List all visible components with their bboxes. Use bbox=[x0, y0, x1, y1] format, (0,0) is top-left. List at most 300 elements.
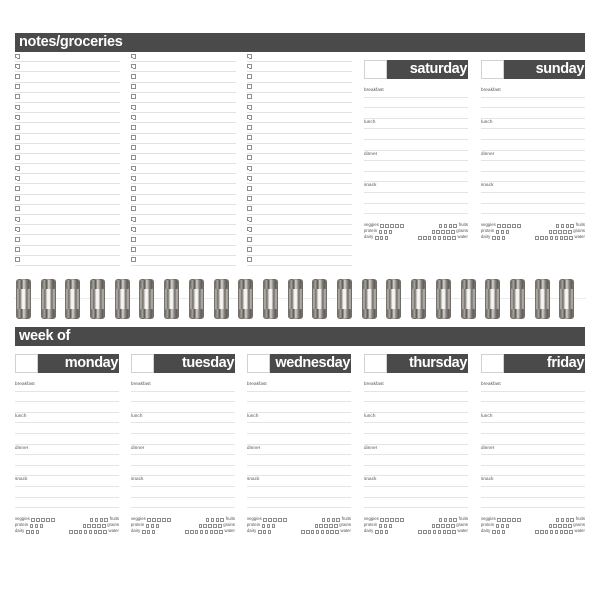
note-row[interactable] bbox=[131, 215, 236, 225]
checkbox-icon[interactable] bbox=[131, 166, 136, 171]
meal-write-line[interactable] bbox=[481, 129, 585, 140]
tracker-checkbox-icon[interactable] bbox=[400, 224, 404, 228]
tracker-checkbox-icon[interactable] bbox=[273, 518, 277, 522]
tracker-checkbox-icon[interactable] bbox=[497, 236, 501, 240]
tracker-checkbox-icon[interactable] bbox=[501, 230, 505, 234]
tracker-checkbox-icon[interactable] bbox=[502, 224, 506, 228]
meal-write-line[interactable] bbox=[131, 392, 235, 403]
meal-write-line[interactable] bbox=[15, 402, 119, 413]
tracker-checkbox-icon[interactable] bbox=[418, 236, 422, 240]
note-row[interactable] bbox=[15, 62, 120, 72]
meal-write-line[interactable] bbox=[131, 413, 235, 424]
meal-write-line[interactable] bbox=[364, 129, 468, 140]
tracker-checkbox-icon[interactable] bbox=[380, 530, 384, 534]
tracker-checkbox-icon[interactable] bbox=[210, 530, 214, 534]
note-row[interactable] bbox=[131, 184, 236, 194]
tracker-checkbox-icon[interactable] bbox=[203, 524, 207, 528]
checkbox-icon[interactable] bbox=[15, 227, 20, 232]
tracker-checkbox-icon[interactable] bbox=[272, 524, 276, 528]
tracker-checkbox-icon[interactable] bbox=[446, 524, 450, 528]
tracker-checkbox-icon[interactable] bbox=[438, 530, 442, 534]
tracker-checkbox-icon[interactable] bbox=[157, 518, 161, 522]
tracker-checkbox-icon[interactable] bbox=[492, 530, 496, 534]
tracker-checkbox-icon[interactable] bbox=[449, 518, 453, 522]
tracker-checkbox-icon[interactable] bbox=[389, 230, 393, 234]
tracker-checkbox-icon[interactable] bbox=[549, 230, 553, 234]
meal-write-line[interactable] bbox=[364, 402, 468, 413]
checkbox-icon[interactable] bbox=[247, 54, 252, 59]
tracker-checkbox-icon[interactable] bbox=[535, 236, 539, 240]
note-row[interactable] bbox=[131, 225, 236, 235]
checkbox-icon[interactable] bbox=[131, 257, 136, 262]
tracker-checkbox-icon[interactable] bbox=[564, 530, 568, 534]
meal-write-line[interactable] bbox=[481, 204, 585, 215]
checkbox-icon[interactable] bbox=[247, 237, 252, 242]
meal-write-line[interactable] bbox=[131, 498, 235, 509]
meal-write-line[interactable] bbox=[15, 487, 119, 498]
note-row[interactable] bbox=[131, 164, 236, 174]
tracker-checkbox-icon[interactable] bbox=[563, 230, 567, 234]
tracker-checkbox-icon[interactable] bbox=[142, 530, 146, 534]
tracker-checkbox-icon[interactable] bbox=[555, 236, 559, 240]
meal-write-line[interactable] bbox=[364, 423, 468, 434]
tracker-checkbox-icon[interactable] bbox=[428, 530, 432, 534]
tracker-checkbox-icon[interactable] bbox=[384, 230, 388, 234]
note-row[interactable] bbox=[247, 205, 352, 215]
note-row[interactable] bbox=[131, 134, 236, 144]
note-row[interactable] bbox=[131, 52, 236, 62]
meal-write-line[interactable] bbox=[15, 498, 119, 509]
tracker-checkbox-icon[interactable] bbox=[213, 524, 217, 528]
meal-write-line[interactable] bbox=[364, 413, 468, 424]
tracker-checkbox-icon[interactable] bbox=[496, 524, 500, 528]
note-row[interactable] bbox=[15, 184, 120, 194]
note-row[interactable] bbox=[247, 123, 352, 133]
tracker-checkbox-icon[interactable] bbox=[74, 530, 78, 534]
tracker-checkbox-icon[interactable] bbox=[102, 524, 106, 528]
checkbox-icon[interactable] bbox=[247, 166, 252, 171]
tracker-checkbox-icon[interactable] bbox=[451, 230, 455, 234]
tracker-checkbox-icon[interactable] bbox=[556, 224, 560, 228]
tracker-checkbox-icon[interactable] bbox=[332, 518, 336, 522]
checkbox-icon[interactable] bbox=[15, 145, 20, 150]
note-row[interactable] bbox=[15, 174, 120, 184]
note-row[interactable] bbox=[131, 72, 236, 82]
meal-write-line[interactable] bbox=[364, 392, 468, 403]
tracker-checkbox-icon[interactable] bbox=[41, 518, 45, 522]
note-row[interactable] bbox=[131, 174, 236, 184]
meal-write-line[interactable] bbox=[131, 476, 235, 487]
tracker-checkbox-icon[interactable] bbox=[506, 524, 510, 528]
note-row[interactable] bbox=[247, 93, 352, 103]
tracker-checkbox-icon[interactable] bbox=[30, 524, 34, 528]
tracker-checkbox-icon[interactable] bbox=[147, 518, 151, 522]
meal-write-line[interactable] bbox=[481, 392, 585, 403]
meal-write-line[interactable] bbox=[364, 487, 468, 498]
checkbox-icon[interactable] bbox=[131, 176, 136, 181]
note-row[interactable] bbox=[247, 195, 352, 205]
checkbox-icon[interactable] bbox=[247, 125, 252, 130]
tracker-checkbox-icon[interactable] bbox=[563, 524, 567, 528]
note-row[interactable] bbox=[15, 154, 120, 164]
tracker-checkbox-icon[interactable] bbox=[190, 530, 194, 534]
checkbox-icon[interactable] bbox=[131, 94, 136, 99]
tracker-checkbox-icon[interactable] bbox=[502, 530, 506, 534]
tracker-checkbox-icon[interactable] bbox=[380, 518, 384, 522]
meal-write-line[interactable] bbox=[481, 487, 585, 498]
tracker-checkbox-icon[interactable] bbox=[558, 230, 562, 234]
meal-write-line[interactable] bbox=[131, 466, 235, 477]
checkbox-icon[interactable] bbox=[247, 64, 252, 69]
tracker-checkbox-icon[interactable] bbox=[40, 524, 44, 528]
meal-write-line[interactable] bbox=[364, 140, 468, 151]
meal-write-line[interactable] bbox=[247, 392, 351, 403]
note-row[interactable] bbox=[247, 62, 352, 72]
tracker-checkbox-icon[interactable] bbox=[211, 518, 215, 522]
tracker-checkbox-icon[interactable] bbox=[283, 518, 287, 522]
checkbox-icon[interactable] bbox=[247, 155, 252, 160]
tracker-checkbox-icon[interactable] bbox=[329, 524, 333, 528]
tracker-checkbox-icon[interactable] bbox=[452, 236, 456, 240]
checkbox-icon[interactable] bbox=[15, 257, 20, 262]
checkbox-icon[interactable] bbox=[247, 247, 252, 252]
checkbox-icon[interactable] bbox=[247, 206, 252, 211]
meal-write-line[interactable] bbox=[15, 413, 119, 424]
tracker-checkbox-icon[interactable] bbox=[566, 224, 570, 228]
tracker-checkbox-icon[interactable] bbox=[36, 530, 40, 534]
meal-write-line[interactable] bbox=[364, 476, 468, 487]
tracker-checkbox-icon[interactable] bbox=[36, 518, 40, 522]
meal-write-line[interactable] bbox=[481, 445, 585, 456]
checkbox-icon[interactable] bbox=[15, 54, 20, 59]
tracker-checkbox-icon[interactable] bbox=[321, 530, 325, 534]
tracker-checkbox-icon[interactable] bbox=[568, 524, 572, 528]
tracker-checkbox-icon[interactable] bbox=[384, 524, 388, 528]
meal-write-line[interactable] bbox=[131, 434, 235, 445]
tracker-checkbox-icon[interactable] bbox=[447, 236, 451, 240]
tracker-checkbox-icon[interactable] bbox=[322, 518, 326, 522]
note-row[interactable] bbox=[131, 83, 236, 93]
tracker-checkbox-icon[interactable] bbox=[379, 524, 383, 528]
tracker-checkbox-icon[interactable] bbox=[375, 236, 379, 240]
tracker-checkbox-icon[interactable] bbox=[558, 524, 562, 528]
meal-write-line[interactable] bbox=[481, 161, 585, 172]
meal-write-line[interactable] bbox=[364, 182, 468, 193]
meal-write-line[interactable] bbox=[247, 466, 351, 477]
tracker-checkbox-icon[interactable] bbox=[428, 236, 432, 240]
checkbox-icon[interactable] bbox=[131, 196, 136, 201]
meal-write-line[interactable] bbox=[364, 445, 468, 456]
meal-write-line[interactable] bbox=[481, 119, 585, 130]
tracker-checkbox-icon[interactable] bbox=[497, 518, 501, 522]
checkbox-icon[interactable] bbox=[15, 176, 20, 181]
note-row[interactable] bbox=[15, 205, 120, 215]
note-row[interactable] bbox=[247, 256, 352, 266]
tracker-checkbox-icon[interactable] bbox=[433, 530, 437, 534]
meal-write-line[interactable] bbox=[15, 392, 119, 403]
checkbox-icon[interactable] bbox=[247, 257, 252, 262]
tracker-checkbox-icon[interactable] bbox=[94, 530, 98, 534]
checkbox-icon[interactable] bbox=[15, 135, 20, 140]
tracker-checkbox-icon[interactable] bbox=[560, 236, 564, 240]
tracker-checkbox-icon[interactable] bbox=[553, 230, 557, 234]
note-row[interactable] bbox=[15, 215, 120, 225]
tracker-checkbox-icon[interactable] bbox=[311, 530, 315, 534]
tracker-checkbox-icon[interactable] bbox=[395, 224, 399, 228]
checkbox-icon[interactable] bbox=[247, 84, 252, 89]
tracker-checkbox-icon[interactable] bbox=[443, 530, 447, 534]
note-row[interactable] bbox=[15, 93, 120, 103]
checkbox-icon[interactable] bbox=[247, 145, 252, 150]
tracker-checkbox-icon[interactable] bbox=[69, 530, 73, 534]
tracker-checkbox-icon[interactable] bbox=[306, 530, 310, 534]
tracker-checkbox-icon[interactable] bbox=[444, 518, 448, 522]
tracker-checkbox-icon[interactable] bbox=[433, 236, 437, 240]
tracker-checkbox-icon[interactable] bbox=[167, 518, 171, 522]
meal-write-line[interactable] bbox=[481, 140, 585, 151]
tracker-checkbox-icon[interactable] bbox=[390, 224, 394, 228]
meal-write-line[interactable] bbox=[481, 182, 585, 193]
tracker-checkbox-icon[interactable] bbox=[555, 530, 559, 534]
tracker-checkbox-icon[interactable] bbox=[561, 224, 565, 228]
tracker-checkbox-icon[interactable] bbox=[90, 518, 94, 522]
tracker-checkbox-icon[interactable] bbox=[327, 518, 331, 522]
day-date-field[interactable] bbox=[364, 60, 387, 79]
meal-write-line[interactable] bbox=[364, 119, 468, 130]
note-row[interactable] bbox=[131, 113, 236, 123]
meal-write-line[interactable] bbox=[481, 455, 585, 466]
checkbox-icon[interactable] bbox=[131, 145, 136, 150]
tracker-checkbox-icon[interactable] bbox=[556, 518, 560, 522]
tracker-checkbox-icon[interactable] bbox=[570, 518, 574, 522]
tracker-checkbox-icon[interactable] bbox=[570, 224, 574, 228]
tracker-checkbox-icon[interactable] bbox=[89, 530, 93, 534]
tracker-checkbox-icon[interactable] bbox=[550, 236, 554, 240]
note-row[interactable] bbox=[131, 195, 236, 205]
tracker-checkbox-icon[interactable] bbox=[262, 524, 266, 528]
tracker-checkbox-icon[interactable] bbox=[507, 518, 511, 522]
meal-write-line[interactable] bbox=[364, 193, 468, 204]
note-row[interactable] bbox=[15, 144, 120, 154]
note-row[interactable] bbox=[131, 93, 236, 103]
tracker-checkbox-icon[interactable] bbox=[441, 230, 445, 234]
tracker-checkbox-icon[interactable] bbox=[446, 230, 450, 234]
meal-write-line[interactable] bbox=[481, 402, 585, 413]
tracker-checkbox-icon[interactable] bbox=[492, 236, 496, 240]
note-row[interactable] bbox=[247, 83, 352, 93]
tracker-checkbox-icon[interactable] bbox=[389, 524, 393, 528]
checkbox-icon[interactable] bbox=[15, 125, 20, 130]
tracker-checkbox-icon[interactable] bbox=[569, 530, 573, 534]
meal-write-line[interactable] bbox=[247, 413, 351, 424]
day-date-field[interactable] bbox=[481, 60, 504, 79]
tracker-checkbox-icon[interactable] bbox=[46, 518, 50, 522]
tracker-checkbox-icon[interactable] bbox=[418, 530, 422, 534]
meal-write-line[interactable] bbox=[481, 151, 585, 162]
meal-write-line[interactable] bbox=[247, 402, 351, 413]
tracker-checkbox-icon[interactable] bbox=[385, 236, 389, 240]
tracker-checkbox-icon[interactable] bbox=[336, 518, 340, 522]
note-row[interactable] bbox=[247, 164, 352, 174]
meal-write-line[interactable] bbox=[481, 172, 585, 183]
note-row[interactable] bbox=[15, 113, 120, 123]
tracker-checkbox-icon[interactable] bbox=[568, 230, 572, 234]
tracker-checkbox-icon[interactable] bbox=[395, 518, 399, 522]
tracker-checkbox-icon[interactable] bbox=[550, 530, 554, 534]
tracker-checkbox-icon[interactable] bbox=[87, 524, 91, 528]
meal-write-line[interactable] bbox=[364, 172, 468, 183]
checkbox-icon[interactable] bbox=[247, 105, 252, 110]
tracker-checkbox-icon[interactable] bbox=[512, 518, 516, 522]
day-date-field[interactable] bbox=[131, 354, 154, 373]
tracker-checkbox-icon[interactable] bbox=[443, 236, 447, 240]
tracker-checkbox-icon[interactable] bbox=[205, 530, 209, 534]
tracker-checkbox-icon[interactable] bbox=[206, 518, 210, 522]
note-row[interactable] bbox=[247, 113, 352, 123]
meal-write-line[interactable] bbox=[247, 476, 351, 487]
tracker-checkbox-icon[interactable] bbox=[496, 230, 500, 234]
note-row[interactable] bbox=[15, 123, 120, 133]
tracker-checkbox-icon[interactable] bbox=[152, 530, 156, 534]
tracker-checkbox-icon[interactable] bbox=[545, 530, 549, 534]
note-row[interactable] bbox=[247, 134, 352, 144]
checkbox-icon[interactable] bbox=[247, 135, 252, 140]
day-date-field[interactable] bbox=[481, 354, 504, 373]
tracker-checkbox-icon[interactable] bbox=[324, 524, 328, 528]
tracker-checkbox-icon[interactable] bbox=[385, 224, 389, 228]
tracker-checkbox-icon[interactable] bbox=[432, 230, 436, 234]
tracker-checkbox-icon[interactable] bbox=[560, 530, 564, 534]
note-row[interactable] bbox=[15, 195, 120, 205]
meal-write-line[interactable] bbox=[247, 423, 351, 434]
tracker-checkbox-icon[interactable] bbox=[439, 518, 443, 522]
checkbox-icon[interactable] bbox=[15, 94, 20, 99]
tracker-checkbox-icon[interactable] bbox=[218, 524, 222, 528]
meal-write-line[interactable] bbox=[131, 455, 235, 466]
tracker-checkbox-icon[interactable] bbox=[553, 524, 557, 528]
meal-write-line[interactable] bbox=[364, 161, 468, 172]
meal-write-line[interactable] bbox=[15, 445, 119, 456]
checkbox-icon[interactable] bbox=[131, 105, 136, 110]
meal-write-line[interactable] bbox=[481, 108, 585, 119]
tracker-checkbox-icon[interactable] bbox=[438, 236, 442, 240]
checkbox-icon[interactable] bbox=[247, 227, 252, 232]
tracker-checkbox-icon[interactable] bbox=[200, 530, 204, 534]
day-date-field[interactable] bbox=[364, 354, 387, 373]
tracker-checkbox-icon[interactable] bbox=[97, 524, 101, 528]
note-row[interactable] bbox=[247, 215, 352, 225]
tracker-checkbox-icon[interactable] bbox=[31, 518, 35, 522]
meal-write-line[interactable] bbox=[15, 455, 119, 466]
note-row[interactable] bbox=[247, 225, 352, 235]
checkbox-icon[interactable] bbox=[15, 206, 20, 211]
tracker-checkbox-icon[interactable] bbox=[439, 224, 443, 228]
tracker-checkbox-icon[interactable] bbox=[549, 524, 553, 528]
tracker-checkbox-icon[interactable] bbox=[214, 530, 218, 534]
note-row[interactable] bbox=[15, 83, 120, 93]
tracker-checkbox-icon[interactable] bbox=[400, 518, 404, 522]
checkbox-icon[interactable] bbox=[15, 84, 20, 89]
note-row[interactable] bbox=[131, 62, 236, 72]
tracker-checkbox-icon[interactable] bbox=[151, 524, 155, 528]
meal-write-line[interactable] bbox=[481, 476, 585, 487]
note-row[interactable] bbox=[247, 246, 352, 256]
meal-write-line[interactable] bbox=[364, 455, 468, 466]
tracker-checkbox-icon[interactable] bbox=[501, 524, 505, 528]
tracker-checkbox-icon[interactable] bbox=[432, 524, 436, 528]
note-row[interactable] bbox=[247, 52, 352, 62]
meal-write-line[interactable] bbox=[131, 423, 235, 434]
tracker-checkbox-icon[interactable] bbox=[561, 518, 565, 522]
tracker-checkbox-icon[interactable] bbox=[385, 530, 389, 534]
meal-write-line[interactable] bbox=[15, 466, 119, 477]
tracker-checkbox-icon[interactable] bbox=[268, 530, 272, 534]
tracker-checkbox-icon[interactable] bbox=[219, 530, 223, 534]
note-row[interactable] bbox=[131, 246, 236, 256]
meal-write-line[interactable] bbox=[247, 487, 351, 498]
note-row[interactable] bbox=[131, 235, 236, 245]
meal-write-line[interactable] bbox=[15, 434, 119, 445]
tracker-checkbox-icon[interactable] bbox=[156, 524, 160, 528]
tracker-checkbox-icon[interactable] bbox=[540, 530, 544, 534]
tracker-checkbox-icon[interactable] bbox=[449, 224, 453, 228]
note-row[interactable] bbox=[131, 123, 236, 133]
checkbox-icon[interactable] bbox=[15, 186, 20, 191]
meal-write-line[interactable] bbox=[364, 466, 468, 477]
tracker-checkbox-icon[interactable] bbox=[436, 524, 440, 528]
checkbox-icon[interactable] bbox=[15, 237, 20, 242]
tracker-checkbox-icon[interactable] bbox=[451, 524, 455, 528]
day-date-field[interactable] bbox=[15, 354, 38, 373]
tracker-checkbox-icon[interactable] bbox=[185, 530, 189, 534]
note-row[interactable] bbox=[247, 72, 352, 82]
tracker-checkbox-icon[interactable] bbox=[330, 530, 334, 534]
checkbox-icon[interactable] bbox=[131, 64, 136, 69]
tracker-checkbox-icon[interactable] bbox=[545, 236, 549, 240]
tracker-checkbox-icon[interactable] bbox=[436, 230, 440, 234]
tracker-checkbox-icon[interactable] bbox=[375, 530, 379, 534]
tracker-checkbox-icon[interactable] bbox=[390, 518, 394, 522]
tracker-checkbox-icon[interactable] bbox=[380, 236, 384, 240]
note-row[interactable] bbox=[131, 154, 236, 164]
note-row[interactable] bbox=[131, 256, 236, 266]
tracker-checkbox-icon[interactable] bbox=[216, 518, 220, 522]
tracker-checkbox-icon[interactable] bbox=[444, 224, 448, 228]
tracker-checkbox-icon[interactable] bbox=[152, 518, 156, 522]
checkbox-icon[interactable] bbox=[131, 84, 136, 89]
note-row[interactable] bbox=[131, 103, 236, 113]
note-row[interactable] bbox=[15, 225, 120, 235]
checkbox-icon[interactable] bbox=[131, 135, 136, 140]
meal-write-line[interactable] bbox=[247, 498, 351, 509]
note-row[interactable] bbox=[15, 52, 120, 62]
checkbox-icon[interactable] bbox=[247, 196, 252, 201]
tracker-checkbox-icon[interactable] bbox=[83, 524, 87, 528]
tracker-checkbox-icon[interactable] bbox=[147, 530, 151, 534]
tracker-checkbox-icon[interactable] bbox=[564, 236, 568, 240]
checkbox-icon[interactable] bbox=[131, 74, 136, 79]
note-row[interactable] bbox=[131, 205, 236, 215]
tracker-checkbox-icon[interactable] bbox=[195, 530, 199, 534]
tracker-checkbox-icon[interactable] bbox=[326, 530, 330, 534]
meal-write-line[interactable] bbox=[364, 498, 468, 509]
tracker-checkbox-icon[interactable] bbox=[452, 530, 456, 534]
meal-write-line[interactable] bbox=[247, 434, 351, 445]
tracker-checkbox-icon[interactable] bbox=[423, 530, 427, 534]
tracker-checkbox-icon[interactable] bbox=[103, 530, 107, 534]
note-row[interactable] bbox=[15, 164, 120, 174]
meal-write-line[interactable] bbox=[481, 498, 585, 509]
